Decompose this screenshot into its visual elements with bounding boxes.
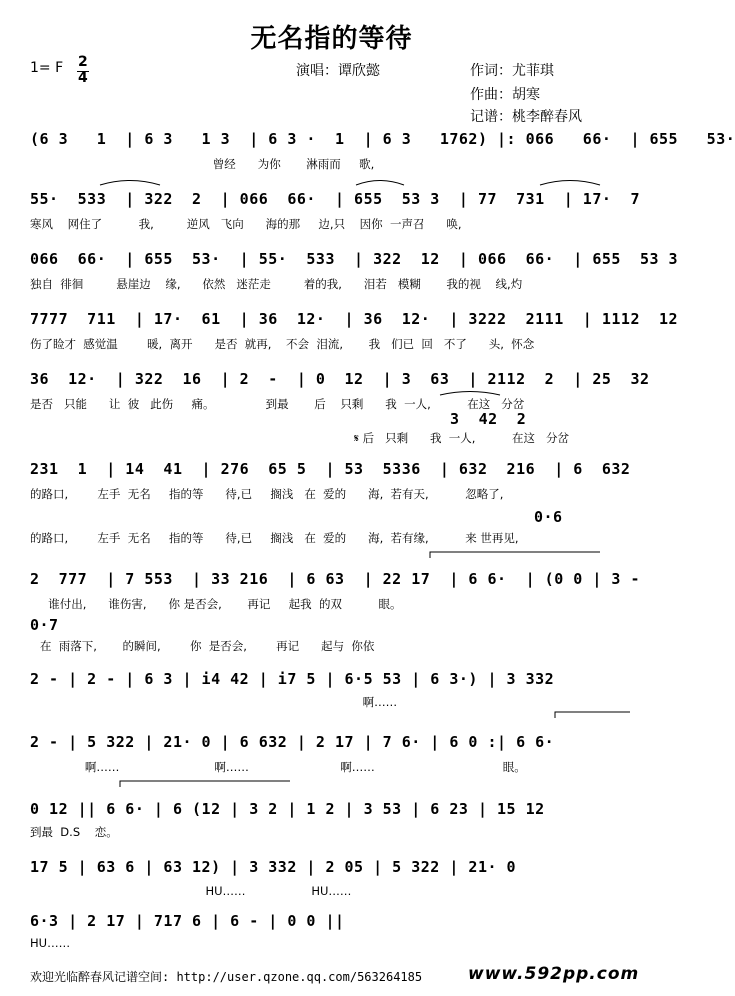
time-signature-bottom: 4 <box>78 70 88 86</box>
notation-line: 55· 533 | 322 2 | 066 66· | 655 53 3 | 77 731 | 17· 7 <box>30 190 640 208</box>
lyric-line: 伤了睑才 感觉温 暖, 离开 是否 就再, 不会 泪流, 我 们已 回 不了 头, 怀念 <box>30 337 535 351</box>
notation-line: 231 1 | 14 41 | 276 65 5 | 53 5336 | 632 216 | 6 632 <box>30 460 631 478</box>
transcriber-credit: 记谱：桃李醉春风 <box>470 109 582 125</box>
lyric-line: HU…… <box>30 936 71 950</box>
key-signature: 1= F <box>30 60 64 76</box>
notation-line: 066 66· | 655 53· | 55· 533 | 322 12 | 066 66· | 655 53 3 <box>30 250 679 268</box>
lyric-line: 曾经 为你 淋雨而 歌, <box>30 157 375 171</box>
lyricist-credit: 作词：尤菲琪 <box>470 63 554 79</box>
lyric-line: 到最 D.S 恋。 <box>30 825 118 839</box>
lyric-line: 啊…… 啊…… 啊…… 眼。 <box>30 760 526 774</box>
lyric-line: HU…… HU…… <box>30 884 352 898</box>
footer-text: 欢迎光临醉春风记谱空间: http://user.qzone.qq.com/563264185 <box>30 970 423 984</box>
notation-line: 2 777 | 7 553 | 33 216 | 6 63 | 22 17 | 6 6· | (0 0 | 3 - <box>30 570 640 588</box>
song-title: 无名指的等待 <box>250 24 413 54</box>
composer-credit: 作曲：胡寒 <box>470 87 540 103</box>
singer-credit: 演唱：谭欣懿 <box>296 63 380 79</box>
notation-line: 6·3 | 2 17 | 717 6 | 6 - | 0 0 || <box>30 912 345 930</box>
notation-line: 0·7 <box>30 616 59 634</box>
lyric-line: 𝄋 后 只剩 我 一人, 在这 分岔 <box>354 431 569 445</box>
lyric-line: 的路口, 左手 无名 指的等 待,已 搁浅 在 爱的 海, 若有缘, 来 世再见, <box>30 531 519 545</box>
lyric-line: 是否 只能 让 彼 此伤 痛。 到最 后 只剩 我 一人, 在这 分岔 <box>30 397 525 411</box>
notation-line: 7777 711 | 17· 61 | 36 12· | 36 12· | 3222 2111 | 1112 12 <box>30 310 679 328</box>
notation-line: (6 3 1 | 6 3 1 3 | 6 3 · 1 | 6 3 1762) |: 066 66· | 655 53· <box>30 130 735 148</box>
notation-line: 2 - | 5 322 | 21· 0 | 6 632 | 2 17 | 7 6· | 6 0 :| 6 6· <box>30 733 555 751</box>
lyric-line: 在 雨落下, 的瞬间, 你 是否会, 再记 起与 你依 <box>40 639 375 653</box>
notation-line: 3 42 2 <box>450 410 527 428</box>
notation-line: 0·6 <box>534 508 563 526</box>
time-signature-top: 2 <box>78 54 88 70</box>
lyric-line: 独自 徘徊 悬崖边 缘, 依然 迷茫走 着的我, 泪若 模糊 我的视 线,灼 <box>30 277 523 291</box>
lyric-line: 寒风 网住了 我, 逆风 飞向 海的那 边,只 因你 一声召 唤, <box>30 217 462 231</box>
notation-line: 36 12· | 322 16 | 2 - | 0 12 | 3 63 | 2112 2 | 25 32 <box>30 370 650 388</box>
notation-line: 2 - | 2 - | 6 3 | i4 42 | i7 5 | 6·5 53 | 6 3·) | 3 332 <box>30 670 555 688</box>
site-watermark: www.592pp.com <box>468 964 640 984</box>
lyric-line: 的路口, 左手 无名 指的等 待,已 搁浅 在 爱的 海, 若有天, 忽略了, <box>30 487 504 501</box>
notation-line: 0 12 || 6 6· | 6 (12 | 3 2 | 1 2 | 3 53 | 6 23 | 15 12 <box>30 800 545 818</box>
lyric-line: 啊…… <box>30 695 398 709</box>
lyric-line: 谁付出, 谁伤害, 你 是否会, 再记 起我 的双 眼。 <box>30 597 402 611</box>
notation-line: 17 5 | 63 6 | 63 12) | 3 332 | 2 05 | 5 322 | 21· 0 <box>30 858 517 876</box>
